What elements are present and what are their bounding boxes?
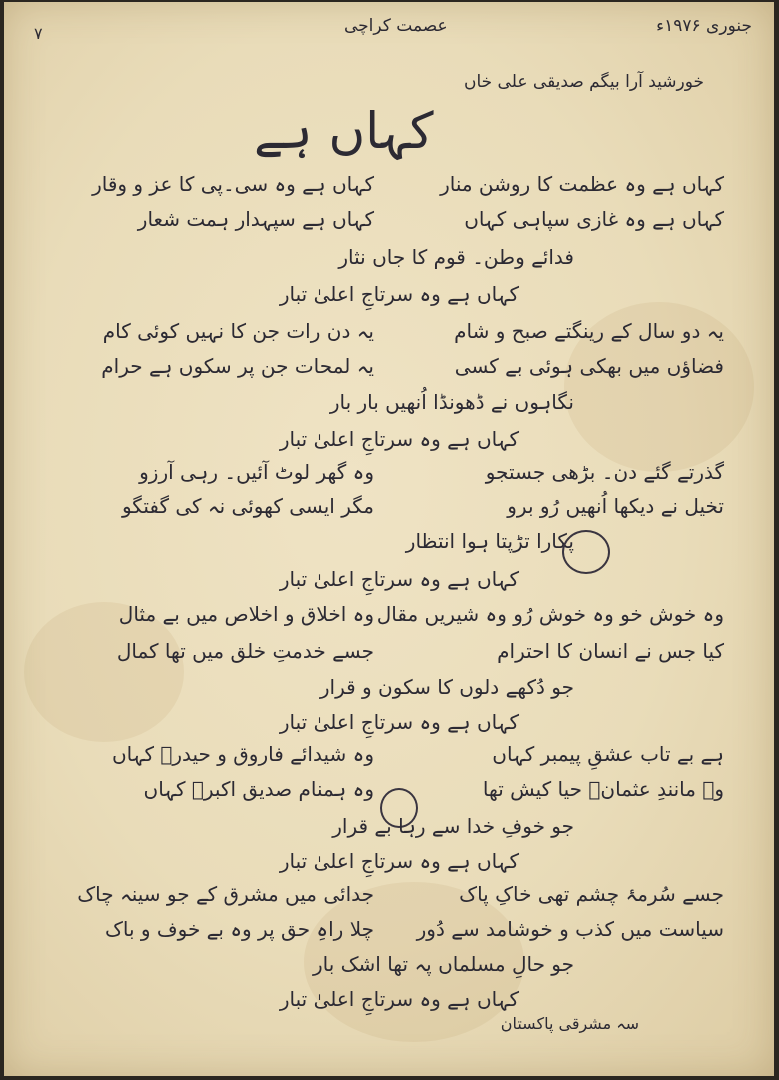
refrain-line: کہاں ہے وہ سرتاجِ اعلیٰ تبار	[279, 567, 519, 591]
issue-date: جنوری ۱۹۷۶ء	[656, 16, 752, 36]
verse-line: کہاں ہے سپہدار ہمت شعار	[137, 207, 374, 231]
pen-circle-mark	[562, 530, 610, 574]
refrain-line: کہاں ہے وہ سرتاجِ اعلیٰ تبار	[279, 282, 519, 306]
footnote: سہ مشرقی پاکستان	[500, 1014, 639, 1033]
verse-line: مگر ایسی کھوئی نہ کی گفتگو	[121, 494, 374, 518]
verse-line: پکارا تڑپتا ہوا انتظار	[405, 529, 574, 553]
verse-line: کہاں ہے وہ سی۔پی کا عز و وقار	[92, 172, 374, 196]
verse-line: یہ لمحات جن پر سکوں ہے حرام	[101, 354, 374, 378]
refrain-line: کہاں ہے وہ سرتاجِ اعلیٰ تبار	[279, 710, 519, 734]
verse-line: کہاں ہے وہ عظمت کا روشن منار	[440, 172, 724, 196]
page-number: ۷	[34, 24, 43, 43]
verse-line: وہ خوش خو وہ خوش رُو وہ شیریں مقال	[376, 602, 724, 626]
verse-line: جو خوفِ خدا سے رہا بے قرار	[332, 814, 574, 838]
verse-line: سیاست میں کذب و خوشامد سے دُور	[416, 917, 724, 941]
verse-line: ہے بے تاب عشقِ پیمبر کہاں	[492, 742, 724, 766]
verse-line: جو دُکھے دلوں کا سکون و قرار	[319, 675, 574, 699]
verse-line: کیا جس نے انسان کا احترام	[497, 639, 724, 663]
verse-line: وہ ہمنام صدیق اکبرؓ کہاں	[143, 777, 374, 801]
author-name: خورشید آرا بیگم صدیقی علی خاں	[463, 72, 704, 92]
verse-line: کہاں ہے وہ غازی سپاہی کہاں	[464, 207, 724, 231]
verse-line: جسے خدمتِ خلق میں تھا کمال	[116, 639, 374, 663]
poem-title: کہاں ہے	[254, 102, 434, 160]
verse-line: وہ اخلاق و اخلاص میں بے مثال	[118, 602, 374, 626]
verse-line: وہ مانندِ عثمانؓ حیا کیش تھا	[482, 777, 724, 801]
verse-line: وہ گھر لوٹ آئیں۔ رہی آرزو	[139, 460, 374, 484]
magazine-page	[4, 2, 774, 1076]
magazine-name: عصمت کراچی	[344, 16, 448, 36]
verse-line: فضاؤں میں بھکی ہوئی بے کسی	[454, 354, 724, 378]
verse-line: وہ شیدائے فاروق و حیدرؓ کہاں	[111, 742, 374, 766]
verse-line: تخیل نے دیکھا اُنھیں رُو برو	[507, 494, 724, 518]
verse-line: یہ دو سال کے رینگتے صبح و شام	[454, 319, 724, 343]
verse-line: جسے سُرمۂ چشم تھی خاکِ پاک	[459, 882, 724, 906]
refrain-line: کہاں ہے وہ سرتاجِ اعلیٰ تبار	[279, 849, 519, 873]
verse-line: گذرتے گئے دن۔ بڑھی جستجو	[485, 460, 724, 484]
verse-line: چلا راہِ حق پر وہ بے خوف و باک	[104, 917, 374, 941]
verse-line: فدائے وطن۔ قوم کا جاں نثار	[338, 245, 574, 269]
refrain-line: کہاں ہے وہ سرتاجِ اعلیٰ تبار	[279, 987, 519, 1011]
verse-line: یہ دن رات جن کا نہیں کوئی کام	[102, 319, 374, 343]
verse-line: نگاہوں نے ڈھونڈا اُنھیں بار بار	[329, 390, 574, 414]
refrain-line: کہاں ہے وہ سرتاجِ اعلیٰ تبار	[279, 427, 519, 451]
verse-line: جو حالِ مسلماں پہ تھا اشک بار	[312, 952, 574, 976]
verse-line: جدائی میں مشرق کے جو سینہ چاک	[77, 882, 374, 906]
